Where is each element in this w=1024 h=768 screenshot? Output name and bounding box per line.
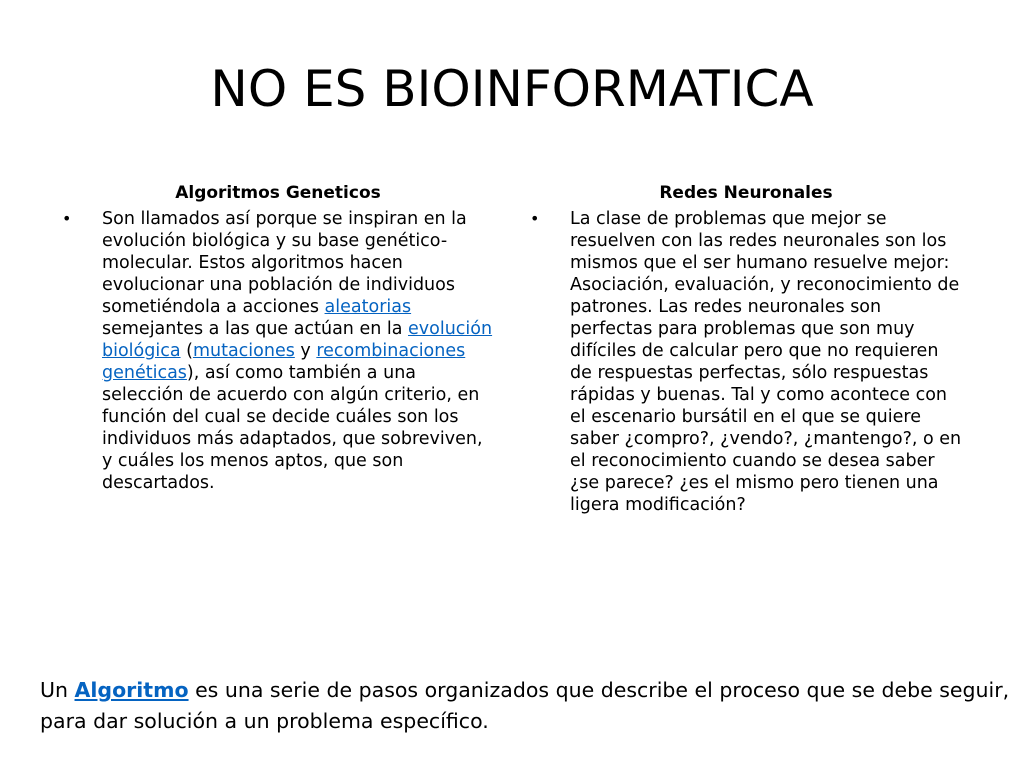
algorithm-definition: [40, 675, 1010, 737]
bullet-icon: •: [62, 209, 72, 228]
genetic-algorithms-bullet: [60, 208, 496, 494]
text-segment: (: [180, 341, 193, 361]
genetic-algorithms-text: [102, 208, 496, 494]
genetic-algorithms-column: [60, 182, 496, 494]
genetic-algorithms-heading: Algoritmos Geneticos: [175, 183, 381, 203]
bullet-icon: •: [530, 209, 540, 228]
link-recombinaciones-geneticas[interactable]: recombinaciones genéticas: [102, 341, 466, 383]
neural-networks-heading: Redes Neuronales: [659, 183, 833, 203]
text-segment: Son llamados así porque se inspiran en la evolución biológica y su base genético-molecular. Estos algoritmos hacen evolucionar una población de individuos sometiéndola a acciones: [102, 209, 467, 317]
link-algoritmo[interactable]: Algoritmo: [74, 678, 189, 702]
text-segment: es una serie de pasos organizados que describe el proceso que se debe seguir, para dar solución a un problema específico.: [40, 678, 1010, 733]
slide-title: NO ES BIOINFORMATICA: [210, 60, 814, 118]
neural-networks-text: La clase de problemas que mejor se resuelven con las redes neuronales son los mismos que el ser humano resuelve mejor: Asociación, evaluación, y reconocimiento de patrones. Las redes neuronales son perfectas para problemas que son muy difíciles de calcular pero que no requieren de respuestas perfectas, sólo respuestas rápidas y buenas. Tal y como acontece con el escenario bursátil en el que se quiere saber ¿compro?, ¿vendo?, ¿mantengo?, o en el reconocimiento cuando se desea saber ¿se parece? ¿es el mismo pero tienen una ligera modificación?: [570, 209, 962, 515]
text-segment: y: [294, 341, 317, 361]
link-aleatorias[interactable]: aleatorias: [324, 297, 412, 317]
text-segment: Un: [40, 678, 75, 702]
link-mutaciones[interactable]: mutaciones: [192, 341, 295, 361]
neural-networks-column: [528, 182, 964, 516]
text-segment: ), así como también a una selección de acuerdo con algún criterio, en función del cual se decide cuáles son los individuos más adaptados, que sobreviven, y cuáles los menos aptos, que son descartados.: [102, 363, 483, 493]
text-segment: semejantes a las que actúan en la: [102, 319, 409, 339]
neural-networks-bullet: [528, 208, 964, 516]
link-evolucion-biologica[interactable]: evolución biológica: [102, 319, 493, 361]
